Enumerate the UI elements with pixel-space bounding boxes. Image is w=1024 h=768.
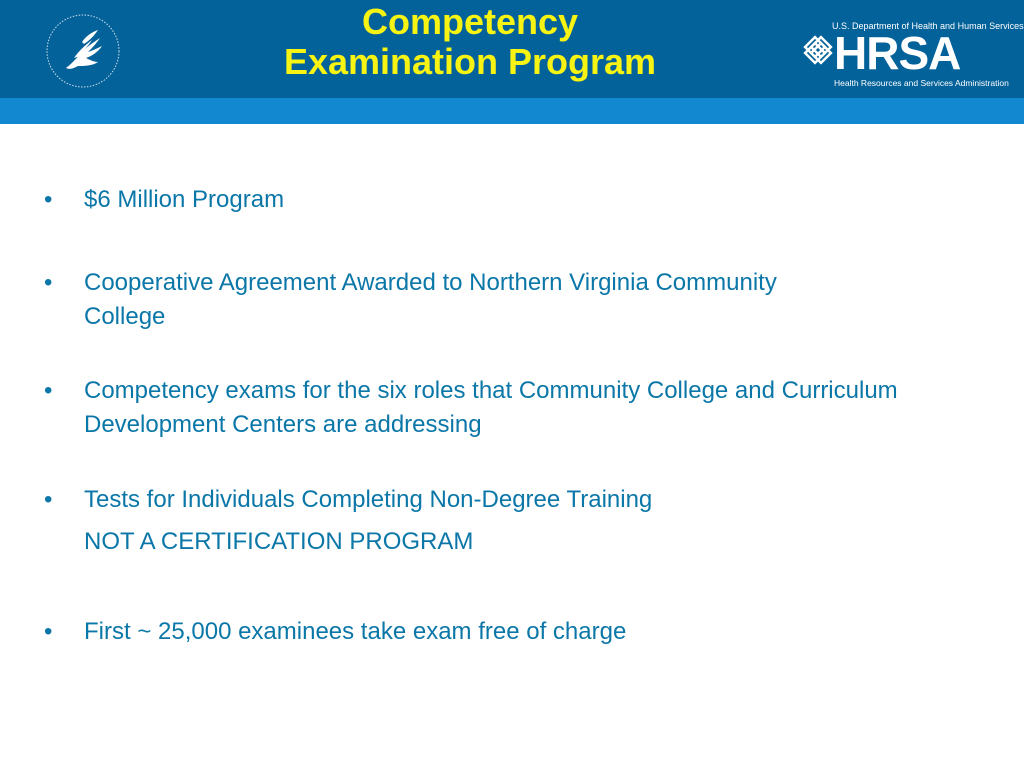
- bullet-text: $6 Million Program: [84, 186, 285, 213]
- bullet-marker: •: [44, 186, 53, 213]
- slide-title: [160, 2, 780, 82]
- hrsa-knot-icon: [800, 32, 836, 68]
- bullet-marker: •: [44, 377, 53, 404]
- bullet-text: Tests for Individuals Completing Non-Degree Training: [84, 486, 653, 513]
- bullet-text: Competency exams for the six roles that Community College and Curriculum Development Centers are addressing: [84, 377, 898, 438]
- bullet-text: First ~ 25,000 examinees take exam free of charge: [84, 618, 627, 645]
- hhs-eagle-seal-icon: [44, 12, 122, 90]
- bullet-subline-not-certification: NOT A CERTIFICATION PROGRAM: [84, 528, 474, 555]
- bullet-item-program-budget: [44, 183, 984, 217]
- bullet-marker: •: [44, 269, 53, 296]
- bullet-marker: •: [44, 618, 53, 645]
- bullet-item-free-exam: [44, 615, 984, 649]
- title-line-2: Examination Program: [283, 41, 657, 82]
- hrsa-logo: [800, 18, 1024, 90]
- bullet-text: Cooperative Agreement Awarded to Northern Virginia Community College: [84, 269, 777, 330]
- bullet-item-tests-non-degree: [44, 483, 984, 559]
- header-stripe: [0, 98, 1024, 124]
- bullet-marker: •: [44, 486, 53, 513]
- hrsa-department-text: U.S. Department of Health and Human Services: [832, 21, 1024, 31]
- bullet-item-competency-exams: [44, 374, 984, 442]
- title-line-1: Competency: [361, 1, 579, 42]
- hrsa-wordmark: HRSA: [834, 27, 961, 79]
- hrsa-full-name: Health Resources and Services Administration: [834, 78, 1009, 88]
- bullet-item-cooperative-agreement: [44, 266, 984, 334]
